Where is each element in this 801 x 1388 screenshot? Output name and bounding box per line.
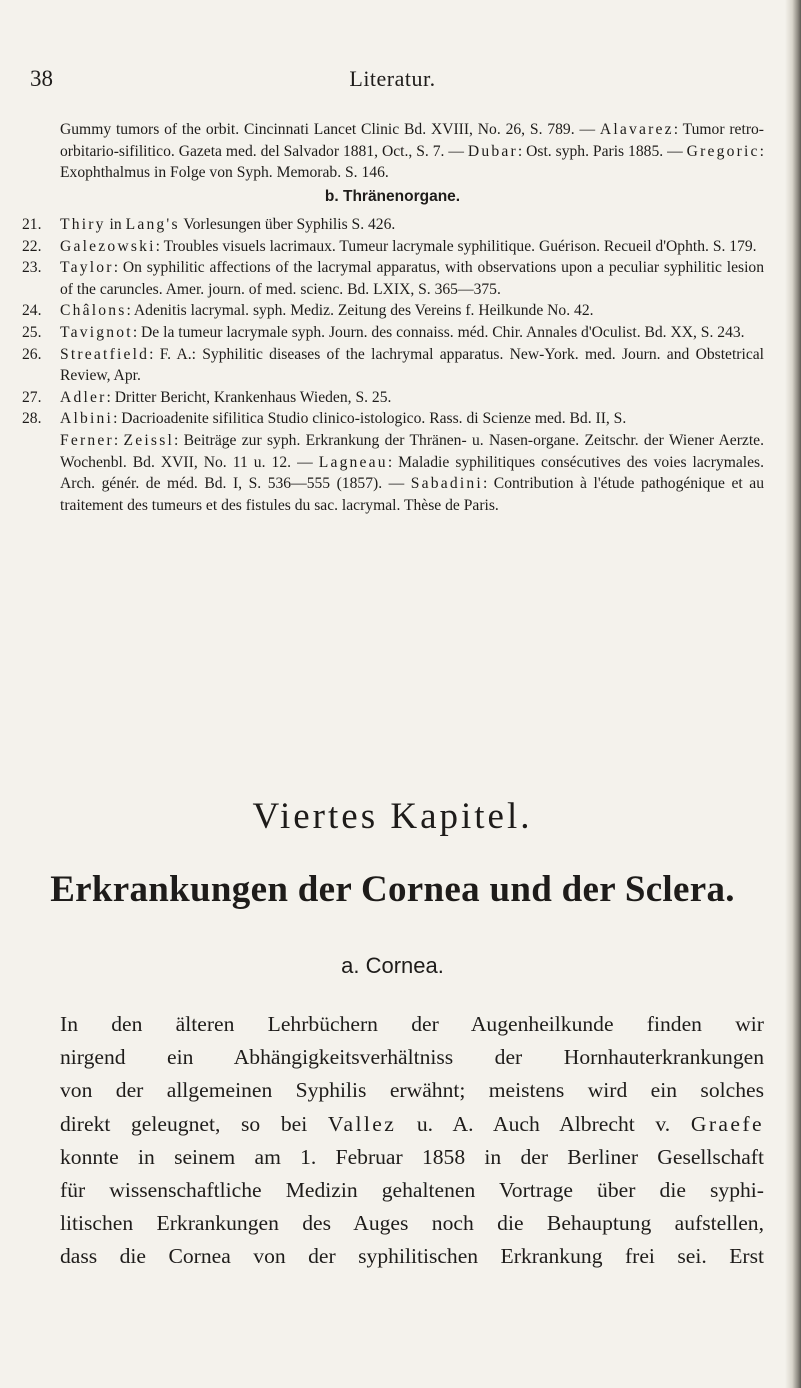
text-run: : Contribution à l'étude pathogénique et au traitement des tumeurs et des fistules du sac. lacrymal. Thèse de Paris.	[60, 475, 764, 514]
text-run: konnte in seinem am 1. Februar 1858 in der Berliner Gesellschaft	[60, 1144, 764, 1169]
text-run: : De la tumeur lacrymale syph. Journ. des connaiss. méd. Chir. Annales d'Oculist. Bd. XX, S. 243.	[132, 323, 745, 341]
paragraph-line	[60, 1108, 764, 1141]
paragraph-line	[60, 1008, 764, 1041]
text-run: : Dacrioadenite sifilitica Studio clinico-istologico. Rass. di Scienze med. Bd. II, S.	[113, 410, 627, 428]
text-run: In den älteren Lehrbüchern der Augenheilkunde finden wir	[60, 1012, 764, 1036]
bibliography-continuation	[60, 119, 764, 184]
entry-number: 22.	[22, 237, 42, 255]
paragraph-line	[60, 1240, 764, 1273]
text-run: in	[105, 216, 126, 233]
bibliography-entry	[22, 257, 764, 300]
entry-number: 24.	[22, 302, 42, 320]
text-run: nirgend ein Abhängigkeitsverhältniss der Hornhauterkrankungen	[60, 1045, 764, 1070]
author-name: Albini	[60, 410, 114, 428]
author-name: Tavignot	[60, 323, 133, 341]
body-paragraph	[60, 1008, 764, 1274]
text-run: : F. A.: Syphilitic diseases of the lachrymal apparatus. New-York. med. Journ. and Obstetrical Review, Apr.	[60, 345, 764, 385]
text-run: : Troubles visuels lacrimaux. Tumeur lacrymale syphilitique. Guérison. Recueil d'Ophth. S. 179.	[155, 237, 757, 255]
paragraph-line	[60, 1074, 764, 1107]
bibliography-entry	[22, 214, 764, 236]
main-title: Erkrankungen der Cornea und der Sclera.	[50, 869, 735, 910]
bibliography-list	[22, 214, 764, 516]
bibliography-entry	[22, 300, 764, 322]
text-run: direkt geleugnet, so bei	[60, 1111, 328, 1136]
paragraph-line	[60, 1041, 764, 1074]
text-run: : On syphilitic affections of the lacrymal apparatus, with observations upon a peculiar syphilitic lesion of the caruncles. Amer. journ. of med. scienc. Bd. LXIX, S. 365—375.	[60, 259, 764, 298]
text-run: dass die Cornea von der syphilitischen Erkrankung frei sei. Erst	[60, 1244, 764, 1269]
author-name: Ferner	[60, 431, 114, 449]
author-name: Vallez	[327, 1111, 397, 1136]
entry-text	[60, 214, 764, 236]
bibliography-entry	[22, 236, 764, 258]
author-name: Lang's	[125, 216, 180, 233]
author-name: Alavarez	[599, 121, 674, 138]
author-name: Dubar	[467, 142, 518, 160]
bibliography-entry	[22, 387, 764, 409]
text-run: litischen Erkrankungen des Auges noch die Behauptung aufstellen,	[60, 1211, 764, 1236]
entry-number: 23.	[22, 259, 42, 277]
bibliography-entry	[22, 408, 764, 430]
bibliography-entry	[22, 322, 764, 344]
entry-number: 26.	[22, 345, 42, 363]
entry-text	[60, 387, 764, 409]
author-name: Gregoric	[686, 142, 760, 160]
entry-number: 21.	[22, 216, 42, 233]
author-name: Taylor	[60, 259, 114, 277]
subsection-heading: b. Thränenorgane.	[324, 188, 461, 205]
text-run: : Ost. syph. Paris 1885. —	[517, 142, 687, 160]
entry-text	[60, 257, 764, 300]
text-run: : Maladie syphilitiques consécutives des voies lacrymales. Arch. génér. de méd. Bd. I, S. 536—555 (1857). —	[60, 453, 764, 493]
author-name: Châlons	[60, 302, 127, 320]
entry-text	[60, 344, 764, 387]
entry-text	[60, 236, 764, 258]
author-name: Thiry	[60, 216, 106, 233]
bibliography-entry	[22, 344, 764, 387]
entry-number: 25.	[22, 323, 42, 341]
text-run: : Beiträge zur syph. Erkrankung der Thränen- u. Nasen-organe. Zeitschr. der Wiener Aerzte. Wochenbl. Bd. XVII, No. 11 u. 12. —	[60, 431, 764, 471]
paragraph-line	[60, 1174, 764, 1207]
text-run: Vorlesungen über Syphilis S. 426.	[179, 216, 396, 233]
author-name: Lagneau	[318, 453, 388, 471]
author-name: Streatfield	[60, 345, 150, 363]
running-title: Literatur.	[349, 66, 436, 91]
author-name: Zeissl	[123, 431, 174, 449]
entry-number: 27.	[22, 388, 42, 406]
bibliography-continuation-text	[60, 119, 764, 184]
author-name: Sabadini	[410, 475, 483, 493]
text-run: : Exophthalmus in Folge von Syph. Memorab. S. 146.	[60, 142, 764, 182]
text-run: :	[113, 431, 124, 449]
text-run: : Dritter Bericht, Krankenhaus Wieden, S. 25.	[106, 388, 392, 406]
text-run: für wissenschaftliche Medizin gehaltenen Vortrage über die syphi-	[60, 1178, 764, 1203]
author-name: Adler	[60, 388, 107, 406]
page-number: 38	[30, 66, 53, 91]
page-edge-shadow	[785, 0, 801, 1388]
entry-number: 28.	[22, 410, 42, 428]
paragraph-line	[60, 1141, 764, 1174]
entry-text	[60, 408, 764, 430]
entry-text	[60, 322, 764, 344]
author-name: Graefe	[690, 1111, 764, 1136]
entry-text	[60, 300, 764, 322]
chapter-heading: Viertes Kapitel.	[252, 796, 533, 837]
additional-references	[22, 430, 764, 516]
text-run: : Tumor retro-orbitario-sifilitico. Gazeta med. del Salvador 1881, Oct., S. 7. —	[60, 121, 764, 160]
paragraph-line	[60, 1207, 764, 1240]
author-name: Galezowski	[60, 237, 156, 255]
text-run: von der allgemeinen Syphilis erwähnt; meistens wird ein solches	[60, 1078, 764, 1103]
text-run: Gummy tumors of the orbit. Cincinnati Lancet Clinic Bd. XVIII, No. 26, S. 789. —	[60, 121, 600, 138]
section-title: a. Cornea.	[341, 953, 444, 978]
text-run: : Adenitis lacrymal. syph. Mediz. Zeitung des Vereins f. Heilkunde No. 42.	[126, 302, 594, 320]
text-run: u. A. Auch Albrecht v.	[396, 1111, 691, 1136]
